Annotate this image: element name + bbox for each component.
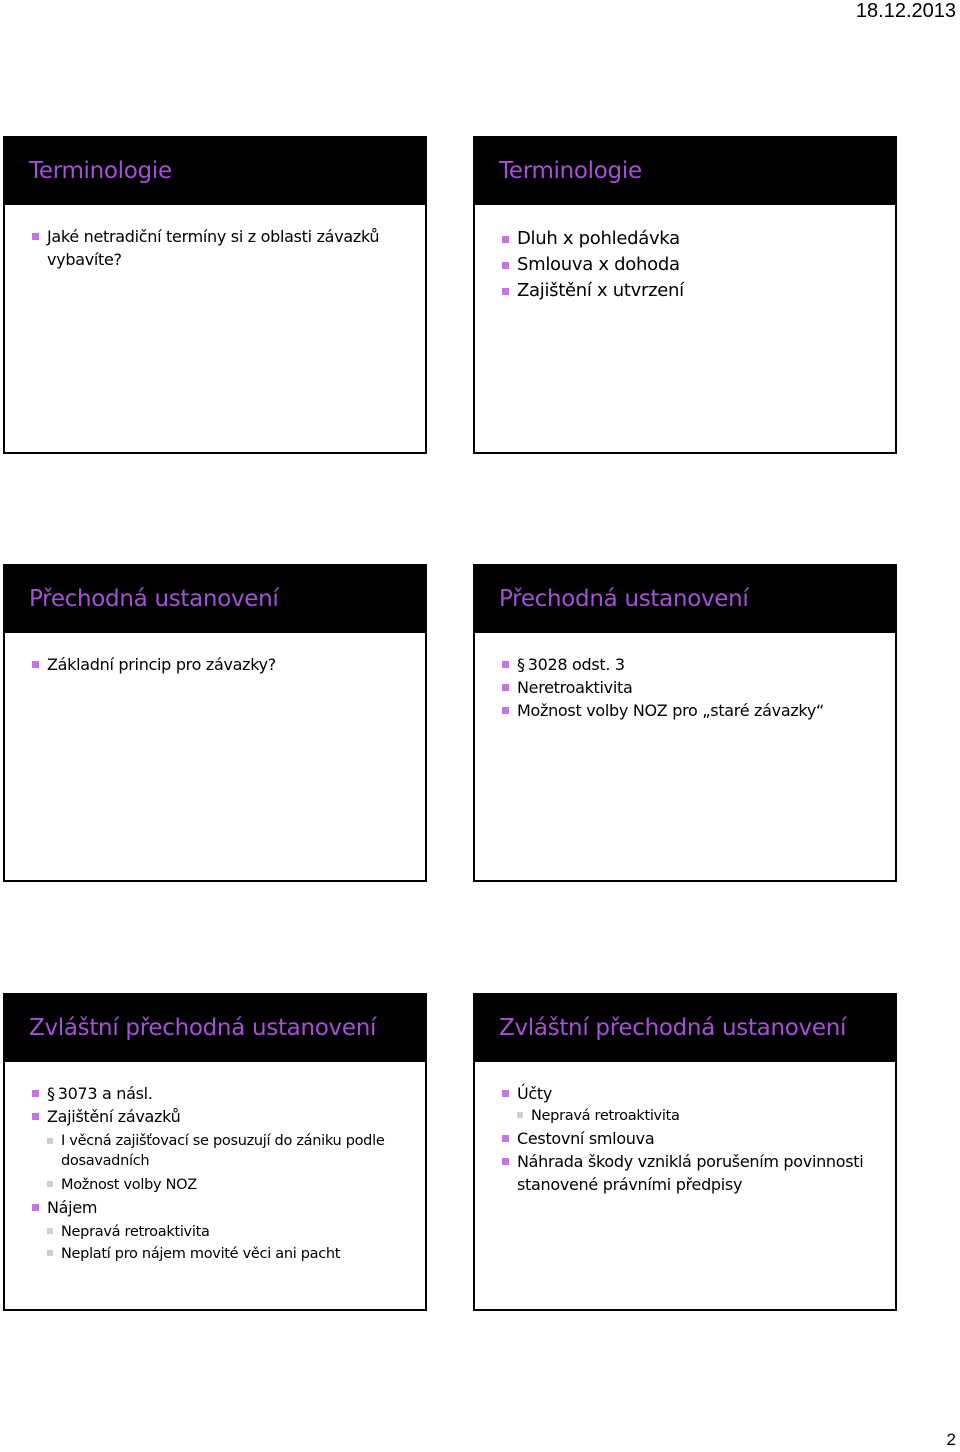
- page-date: 18.12.2013: [855, 0, 956, 22]
- list-item: [499, 653, 895, 676]
- slide-header: [5, 138, 425, 205]
- list-item: Základní princip pro závazky?: [29, 653, 425, 676]
- list-item: Zajištění x utvrzení: [499, 278, 895, 304]
- sub-list-item: I věcná zajišťovací se posuzují do zániku podle dosavadních: [29, 1131, 385, 1171]
- sub-list-item: Neplatí pro nájem movité věci ani pacht: [29, 1243, 385, 1265]
- list-item: Smlouva x dohoda: [499, 252, 895, 278]
- list-item: Možnost volby NOZ pro „staré závazky“: [499, 699, 895, 722]
- sub-list-item: Nepravá retroaktivita: [29, 1221, 385, 1243]
- list-item: Dluh x pohledávka: [499, 226, 895, 252]
- slide-1: [3, 136, 427, 454]
- slide-3: [3, 564, 427, 882]
- slide-title: Zvláštní přechodná ustanovení: [499, 1015, 847, 1041]
- sub-list-item: Možnost volby NOZ: [29, 1174, 385, 1196]
- list-item: Jaké netradiční termíny si z oblasti závazků vybavíte?: [29, 225, 395, 271]
- list-item: Cestovní smlouva: [499, 1127, 865, 1150]
- slide-title: Terminologie: [29, 158, 172, 184]
- list-item: Neretroaktivita: [499, 676, 895, 699]
- slide-title: Terminologie: [499, 158, 642, 184]
- slide-title: Přechodná ustanovení: [29, 586, 279, 612]
- slide-2: [473, 136, 897, 454]
- bullet-list: [499, 653, 895, 722]
- slide-5: [3, 993, 427, 1311]
- slide-body: [475, 633, 895, 722]
- page-number: 2: [946, 1430, 956, 1449]
- slide-6: [473, 993, 897, 1311]
- slide-header: [5, 566, 425, 633]
- section-sign: §: [47, 1084, 55, 1103]
- list-item: Zajištění závazků: [29, 1105, 385, 1128]
- slide-header: [5, 995, 425, 1062]
- slide-title: Přechodná ustanovení: [499, 586, 749, 612]
- bullet-list: [29, 653, 425, 676]
- list-item-text: 3028 odst. 3: [527, 655, 625, 674]
- bullet-list: [29, 1082, 385, 1265]
- slide-body: [5, 1062, 425, 1265]
- slide-body: [475, 205, 895, 304]
- slide-body: [475, 1062, 895, 1196]
- slide-header: [475, 995, 895, 1062]
- bullet-list: [499, 1082, 865, 1196]
- slide-header: [475, 566, 895, 633]
- sub-list-item: Nepravá retroaktivita: [499, 1105, 865, 1127]
- list-item: Nájem: [29, 1196, 385, 1219]
- slide-title: Zvláštní přechodná ustanovení: [29, 1015, 377, 1041]
- slide-4: [473, 564, 897, 882]
- list-item: Náhrada škody vzniklá porušením povinnosti stanovené právními předpisy: [499, 1150, 865, 1196]
- list-item: [29, 1082, 385, 1105]
- bullet-list: [499, 226, 895, 304]
- slide-header: [475, 138, 895, 205]
- list-item: Účty: [499, 1082, 865, 1105]
- slide-body: [5, 633, 425, 676]
- bullet-list: [29, 225, 395, 271]
- section-sign: §: [517, 655, 525, 674]
- list-item-text: 3073 a násl.: [57, 1084, 153, 1103]
- slide-body: [5, 205, 425, 271]
